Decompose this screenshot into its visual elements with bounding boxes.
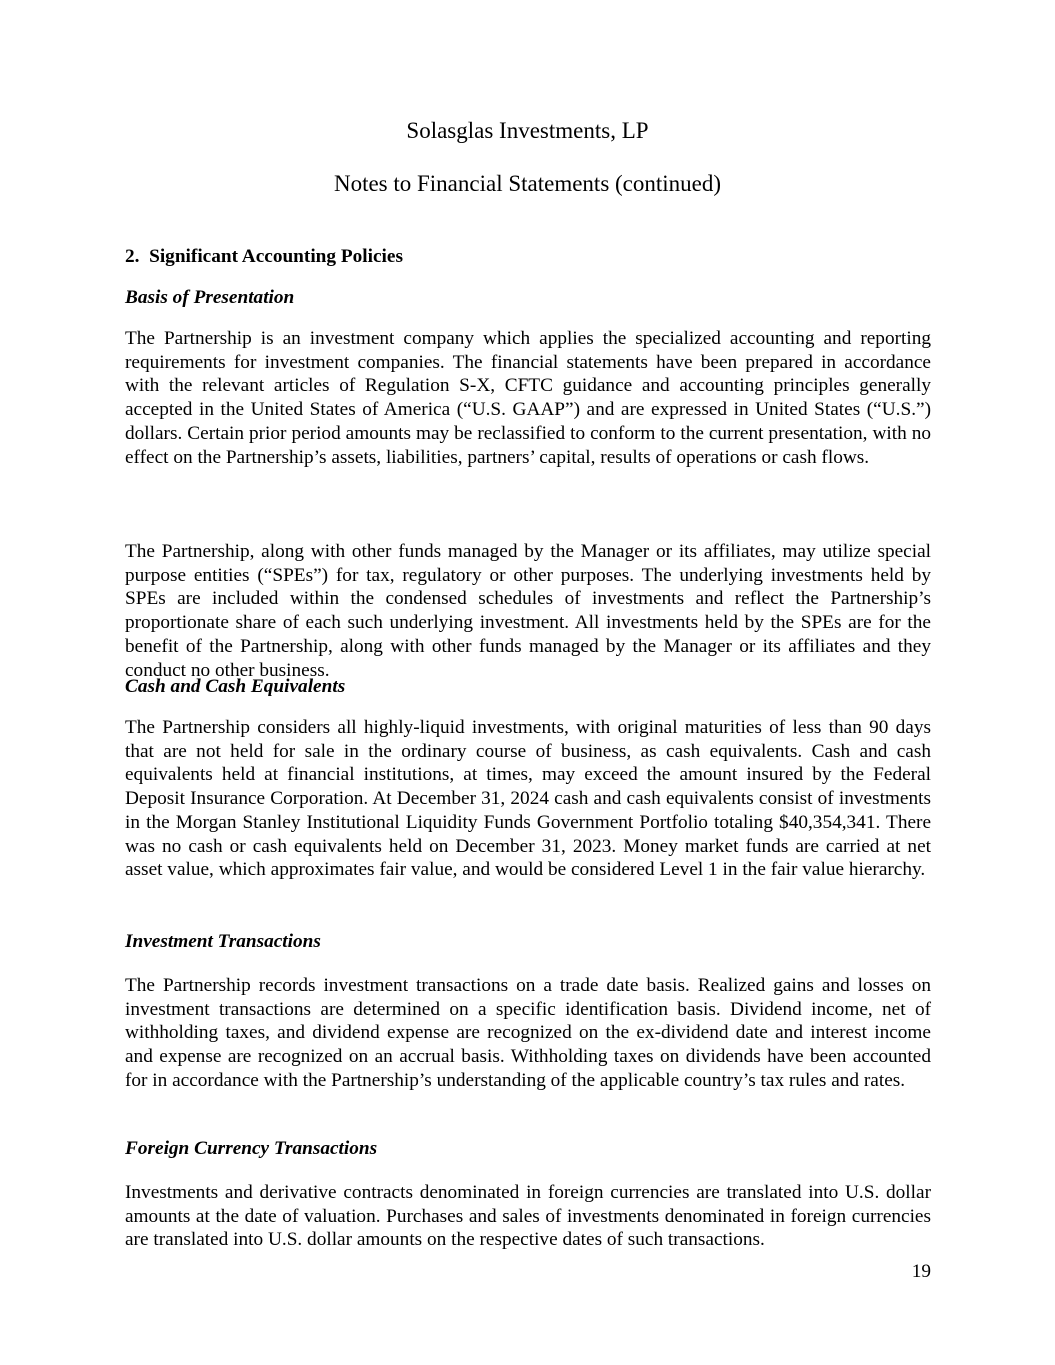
section-title: 2. Significant Accounting Policies [125, 246, 403, 267]
paragraph-foreign: Investments and derivative contracts denominated in foreign currencies are translated into U.S. dollar amounts at the date of valuation. Purchases and sales of investments denominated in foreign currencies are translated into U.S. dollar amounts on the respective dates of such transactions. [125, 1182, 931, 1251]
subsection-heading-foreign: Foreign Currency Transactions [125, 1138, 378, 1159]
company-name: Solasglas Investments, LP [406, 118, 649, 143]
paragraph-basis-2: The Partnership, along with other funds managed by the Manager or its affiliates, may utilize special purpose entities (“SPEs”) for tax, regulatory or other purposes. The underlying investments held by SPEs are included within the condensed schedules of investments and reflect the Partnership’s proportionate share of each such underlying investment. All investments held by the SPEs are for the benefit of the Partnership, along with other funds managed by the Manager or its affiliates and they conduct no other business. [125, 541, 931, 681]
paragraph-cash: The Partnership considers all highly-liquid investments, with original maturities of less than 90 days that are not held for sale in the ordinary course of business, as cash equivalents. Cash and cash equivalents held at financial institutions, at times, may exceed the amount insured by the Federal Deposit Insurance Corporation. At December 31, 2024 cash and cash equivalents consist of investments in the Morgan Stanley Institutional Liquidity Funds Government Portfolio totaling $40,354,341. There was no cash or cash equivalents held on December 31, 2023. Money market funds are carried at net asset value, which approximates fair value, and would be considered Level 1 in the fair value hierarchy. [125, 717, 931, 881]
paragraph-basis-1: The Partnership is an investment company which applies the specialized accounting and reporting requirements for investment companies. The financial statements have been prepared in accordance with the relevant articles of Regulation S-X, CFTC guidance and accounting principles generally accepted in the United States of America (“U.S. GAAP”) and are expressed in United States (“U.S.”) dollars. Certain prior period amounts may be reclassified to conform to the current presentation, with no effect on the Partnership’s assets, liabilities, partners’ capital, results of operations or cash flows. [125, 328, 931, 468]
paragraph-investment: The Partnership records investment transactions on a trade date basis. Realized gains and losses on investment transactions are determined on a specific identification basis. Dividend income, net of withholding taxes, and dividend expense are recognized on the ex-dividend date and interest income and expense are recognized on an accrual basis. Withholding taxes on dividends have been accounted for in accordance with the Partnership’s understanding of the applicable country’s tax rules and rates. [125, 975, 931, 1091]
subsection-heading-investment: Investment Transactions [125, 931, 321, 952]
page-subtitle: Notes to Financial Statements (continued) [333, 171, 722, 196]
page-number: 19 [911, 1261, 931, 1282]
subsection-heading-basis: Basis of Presentation [125, 287, 295, 308]
subsection-heading-cash: Cash and Cash Equivalents [125, 676, 346, 697]
